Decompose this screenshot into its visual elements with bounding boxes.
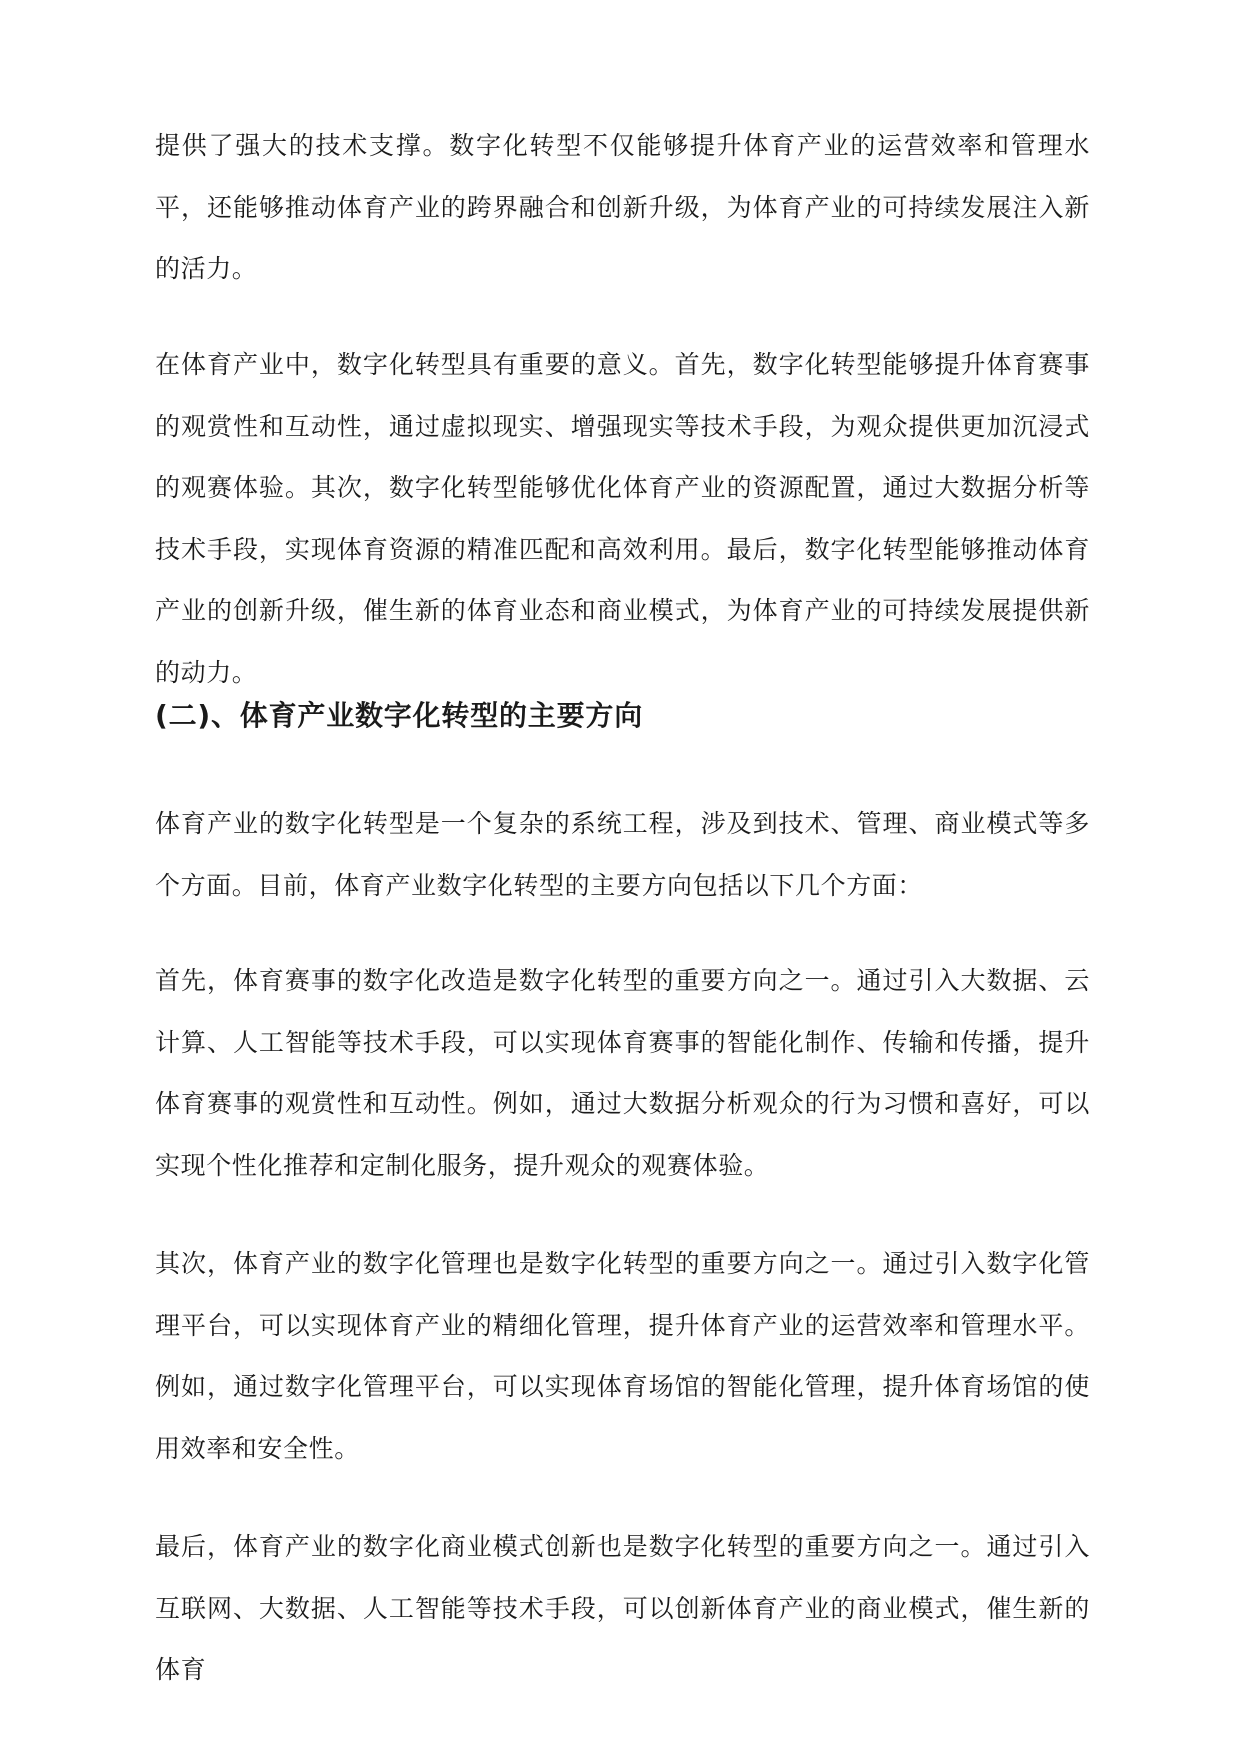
body-paragraph: 其次，体育产业的数字化管理也是数字化转型的重要方向之一。通过引入数字化管理平台，可以实现体育产业的精细化管理，提升体育产业的运营效率和管理水平。例如，通过数字化管理平台，可以实现体育场馆的智能化管理，提升体育场馆的使用效率和安全性。 <box>155 1249 1090 1463</box>
body-paragraph: 提供了强大的技术支撑。数字化转型不仅能够提升体育产业的运营效率和管理水平，还能够推动体育产业的跨界融合和创新升级，为体育产业的可持续发展注入新的活力。 <box>155 131 1090 283</box>
body-paragraph: 最后，体育产业的数字化商业模式创新也是数字化转型的重要方向之一。通过引入互联网、大数据、人工智能等技术手段，可以创新体育产业的商业模式，催生新的体育 <box>155 1532 1090 1684</box>
body-paragraph: 首先，体育赛事的数字化改造是数字化转型的重要方向之一。通过引入大数据、云计算、人工智能等技术手段，可以实现体育赛事的智能化制作、传输和传播，提升体育赛事的观赏性和互动性。例如，通过大数据分析观众的行为习惯和喜好，可以实现个性化推荐和定制化服务，提升观众的观赛体验。 <box>155 966 1090 1180</box>
section-heading: (二)、体育产业数字化转型的主要方向 <box>155 699 643 732</box>
body-paragraph: 在体育产业中，数字化转型具有重要的意义。首先，数字化转型能够提升体育赛事的观赏性和互动性，通过虚拟现实、增强现实等技术手段，为观众提供更加沉浸式的观赛体验。其次，数字化转型能够优化体育产业的资源配置，通过大数据分析等技术手段，实现体育资源的精准匹配和高效利用。最后，数字化转型能够推动体育产业的创新升级，催生新的体育业态和商业模式，为体育产业的可持续发展提供新的动力。 <box>155 350 1090 687</box>
body-paragraph: 体育产业的数字化转型是一个复杂的系统工程，涉及到技术、管理、商业模式等多个方面。目前，体育产业数字化转型的主要方向包括以下几个方面： <box>155 809 1090 900</box>
